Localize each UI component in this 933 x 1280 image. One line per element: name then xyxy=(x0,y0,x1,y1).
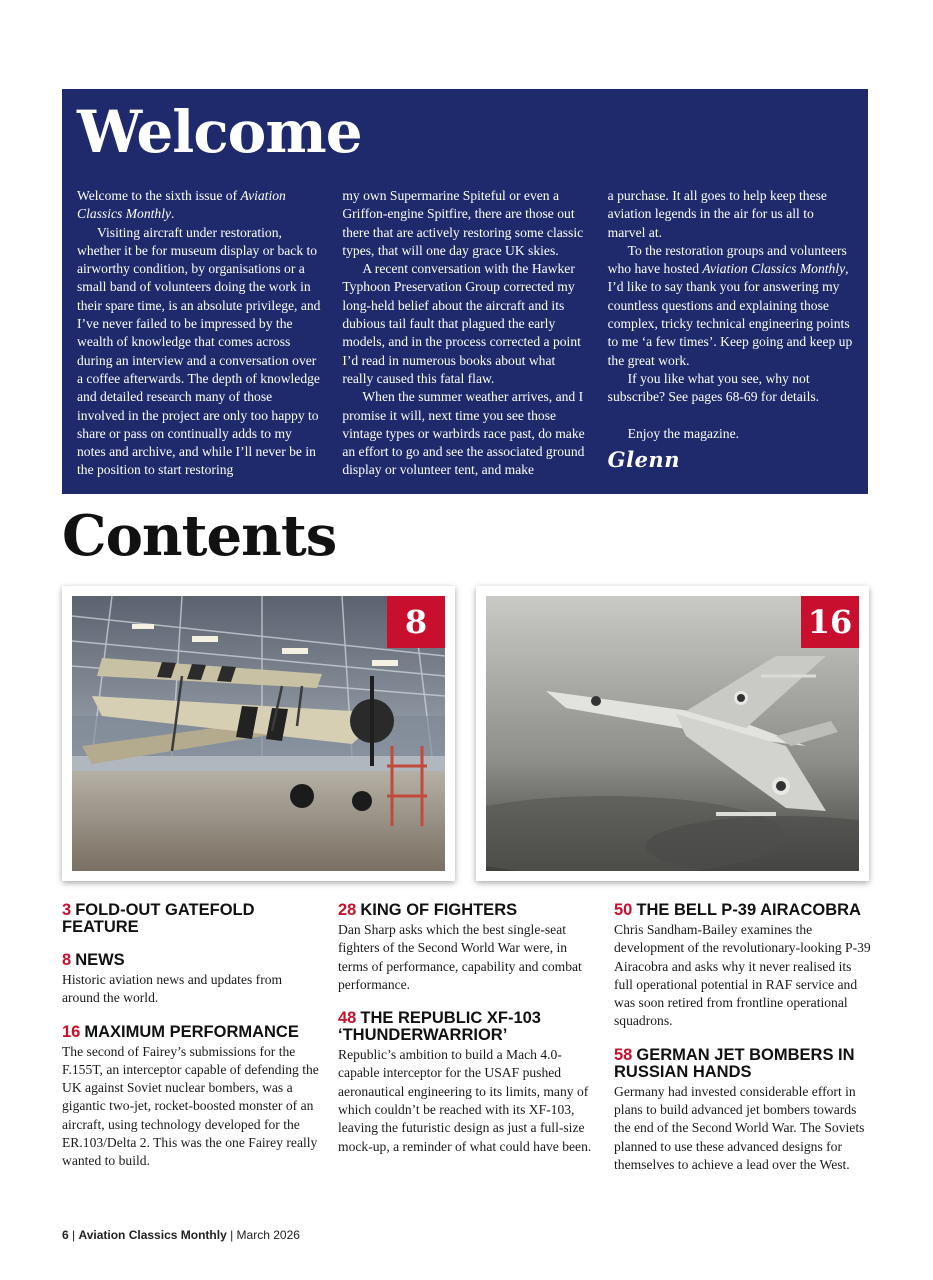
photo-delta-jet xyxy=(486,596,859,871)
toc-page-number: 3 xyxy=(62,901,72,919)
toc-column-3 xyxy=(614,902,872,1190)
toc-item[interactable] xyxy=(62,1024,320,1171)
toc-item[interactable] xyxy=(62,952,320,1008)
toc-description: Dan Sharp asks which the best single-seat fighters of the Second World War were, in terms of performance, capability and combat performance. xyxy=(338,922,582,992)
magazine-name: Aviation Classics Monthly xyxy=(77,188,286,222)
welcome-text: To the restoration groups and volunteers who have hosted xyxy=(607,242,847,277)
welcome-paragraph: Enjoy the magazine. xyxy=(627,425,740,441)
page-badge: 16 xyxy=(801,596,859,648)
toc-title: GERMAN JET BOMBERS IN RUSSIAN HANDS xyxy=(614,1045,855,1081)
toc-title: MAXIMUM PERFORMANCE xyxy=(84,1022,299,1041)
toc-heading xyxy=(614,1047,872,1081)
toc-title: KING OF FIGHTERS xyxy=(360,901,518,919)
toc-title: FOLD-OUT GATEFOLD FEATURE xyxy=(62,901,255,936)
toc-page-number: 50 xyxy=(614,901,633,919)
welcome-paragraph: my own Supermarine Spiteful or even a Griffon-engine Spitfire, there are those out there that are actively restoring some classic types, that will one day grace UK skies. xyxy=(342,188,584,258)
welcome-panel xyxy=(62,89,868,494)
toc-heading xyxy=(338,1010,596,1044)
welcome-column-3 xyxy=(608,187,853,484)
toc-description: Germany had invested considerable effort in plans to build advanced jet bombers towards the end of the Second World War. The Soviets planned to use these advanced designs for themselves to achieve a lead over the West. xyxy=(614,1083,865,1172)
welcome-text: , I’d like to say thank you for answering my countless questions and explaining those complex, tricky technical engineering points to me ‘a few times’. Keep going and keep up the great work. xyxy=(607,261,853,368)
toc-heading xyxy=(614,902,872,919)
editor-signature: Glenn xyxy=(607,446,680,472)
photo-frame-biplane xyxy=(62,586,455,881)
page-footer xyxy=(62,1228,300,1242)
toc-heading xyxy=(62,1024,320,1041)
toc-title: THE REPUBLIC XF-103 ‘THUNDERWARRIOR’ xyxy=(338,1009,541,1045)
toc-column-1 xyxy=(62,902,320,1187)
footer-separator: | xyxy=(68,1228,79,1242)
contents-title: Contents xyxy=(62,503,337,569)
welcome-paragraph: a purchase. It all goes to help keep these aviation legends in the air for us all to marvel at. xyxy=(607,188,827,240)
toc-page-number: 48 xyxy=(338,1009,357,1028)
toc-heading xyxy=(338,902,596,919)
welcome-paragraph: A recent conversation with the Hawker Typhoon Preservation Group corrected my long-held belief about the aircraft and its dubious tail fault that plagued the early models, and in the process corrected a point I’d read in numerous books about what really caused this fatal flaw. xyxy=(342,261,581,386)
toc-page-number: 58 xyxy=(614,1045,633,1064)
toc-description: The second of Fairey’s submissions for the F.155T, an interceptor capable of defending the UK against Soviet nuclear bombers, was a gigantic two-jet, rocket-boosted monster of an aircraft, using technology developed for the ER.103/Delta 2. This was the one Fairey really wanted to build. xyxy=(62,1043,319,1169)
toc-column-2 xyxy=(338,902,596,1172)
toc-description: Historic aviation news and updates from around the world. xyxy=(62,972,283,1006)
toc-item[interactable] xyxy=(338,1010,596,1156)
footer-page-number: 6 xyxy=(62,1228,69,1242)
welcome-paragraph: If you like what you see, why not subscribe? See pages 68-69 for details. xyxy=(607,370,820,405)
toc-page-number: 8 xyxy=(62,951,72,969)
toc-item[interactable] xyxy=(338,902,596,994)
page-badge: 8 xyxy=(387,596,445,648)
toc-description: Republic’s ambition to build a Mach 4.0-capable interceptor for the USAF pushed aeronautical engineering to its limits, many of which couldn’t be reached with its XF-103, leaving the futuristic design as just a full-size mock-up, a reminder of what could have been. xyxy=(338,1047,592,1154)
welcome-text: Welcome to the sixth issue of xyxy=(77,188,241,203)
photo-biplane-hangar xyxy=(72,596,445,871)
footer-separator: | xyxy=(226,1228,237,1242)
welcome-column-1 xyxy=(77,187,322,484)
toc-item[interactable] xyxy=(614,902,872,1031)
footer-magazine-name: Aviation Classics Monthly xyxy=(78,1228,227,1242)
welcome-paragraph xyxy=(77,187,322,224)
welcome-paragraph: Visiting aircraft under restoration, whether it be for museum display or back to airworthy condition, by organisations or a small band of volunteers doing the work in their spare time, is an absolute privilege, and I’ve never failed to be impressed by the wealth of knowledge that comes across during an interview and a conversation over a coffee afterwards. The depth of knowledge and detailed research many of those involved in the project are only too happy to share or pass on continually adds to my notes and archive, and while I’ll never be in the position to start restoring xyxy=(77,224,321,478)
toc-title: THE BELL P-39 AIRACOBRA xyxy=(636,901,861,919)
welcome-columns xyxy=(77,187,853,484)
toc-description: Chris Sandham-Bailey examines the development of the revolutionary-looking P-39 Airacobra and asks why it never realised its full operational potential in RAF service and was soon retired from frontline operational squadrons. xyxy=(614,922,871,1029)
photo-frame-jet xyxy=(476,586,869,881)
toc-item[interactable] xyxy=(614,1047,872,1174)
welcome-paragraph xyxy=(608,242,853,370)
magazine-name: Aviation Classics Monthly xyxy=(702,261,846,277)
footer-date: March 2026 xyxy=(236,1228,300,1242)
welcome-column-2 xyxy=(342,187,587,484)
welcome-paragraph: When the summer weather arrives, and I promise it will, next time you see those vintage types or warbirds race past, do make an effort to go and see the associated ground display or volunteer tent, and make xyxy=(342,389,585,478)
welcome-title: Welcome xyxy=(77,98,362,166)
toc-heading xyxy=(62,952,320,969)
toc-page-number: 28 xyxy=(338,901,357,919)
welcome-text: . xyxy=(171,206,175,222)
toc-page-number: 16 xyxy=(62,1022,81,1041)
toc-title: NEWS xyxy=(75,951,125,969)
toc-item[interactable] xyxy=(62,902,320,936)
toc-heading xyxy=(62,902,320,936)
